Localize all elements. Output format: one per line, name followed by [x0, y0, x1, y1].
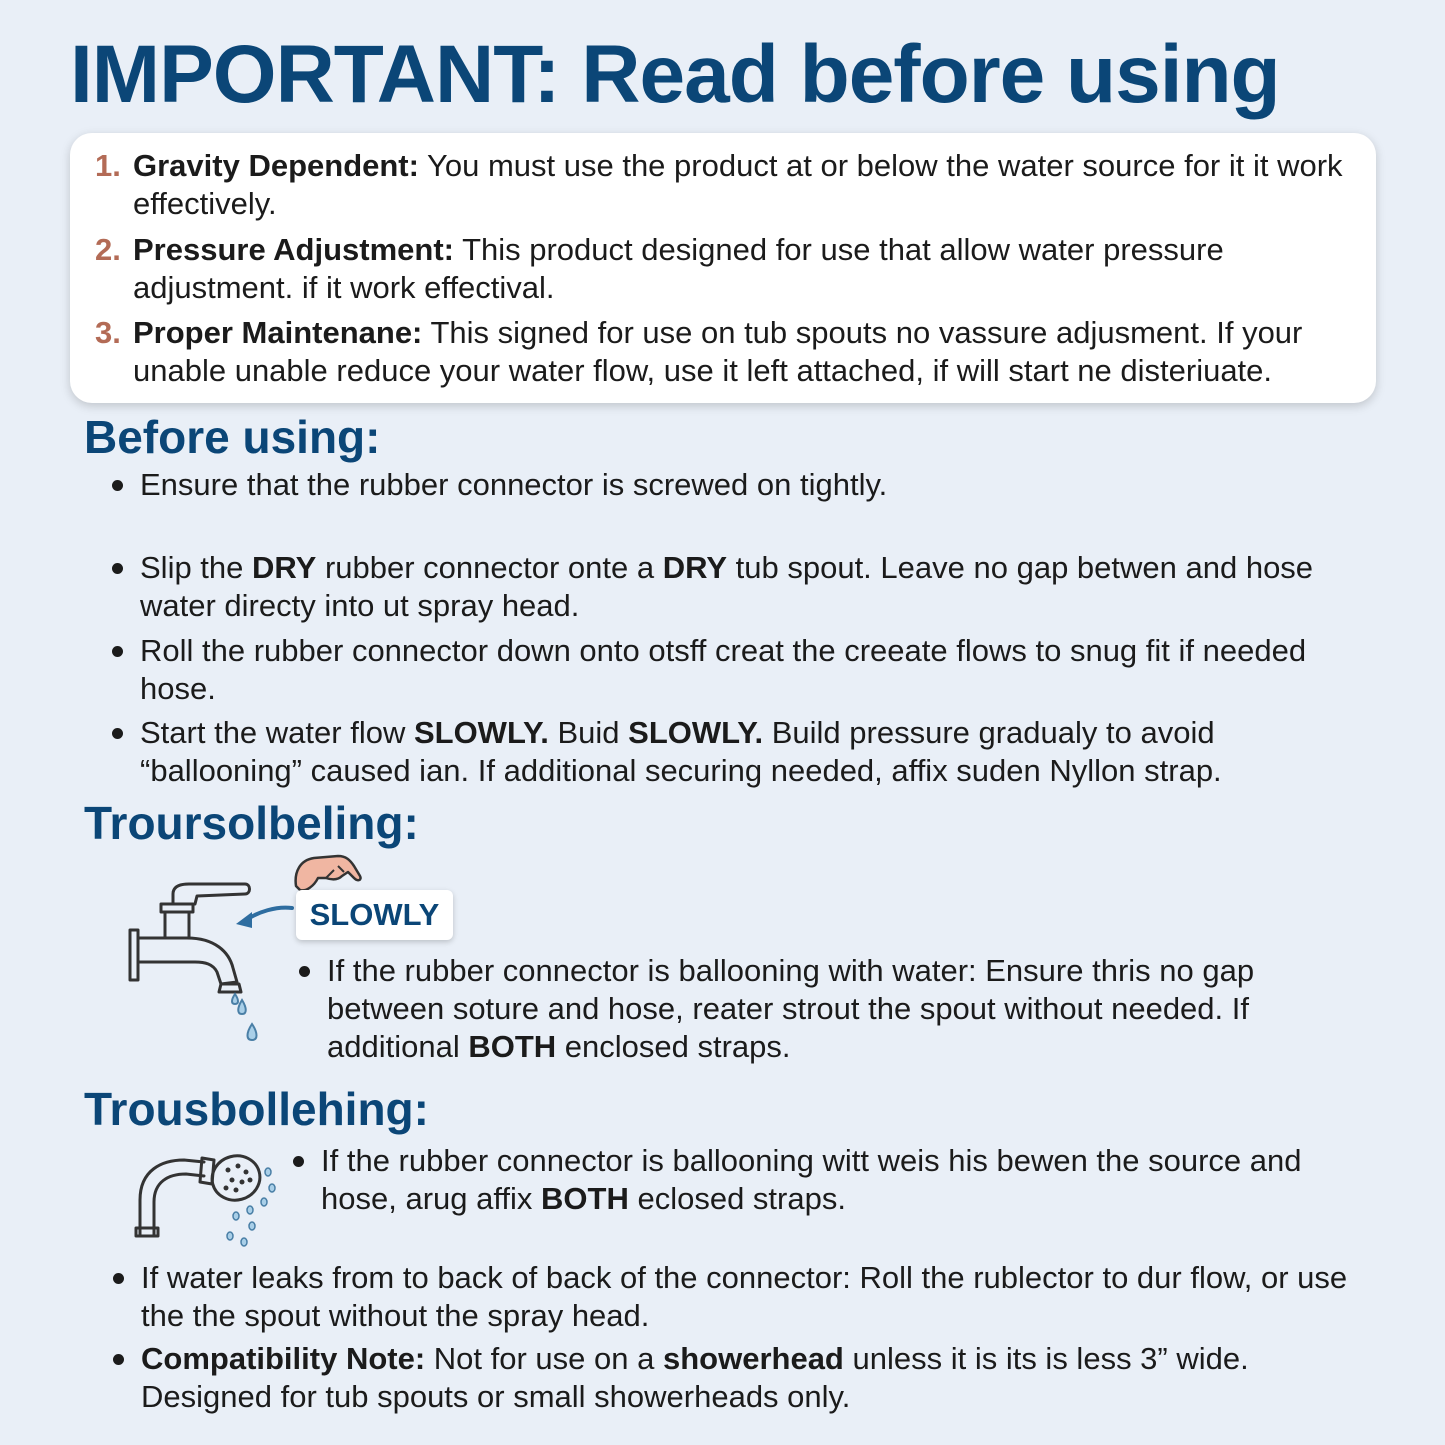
- page-title: IMPORTANT: Read before using: [70, 29, 1280, 120]
- important-item-gravity: [95, 147, 1370, 223]
- item-text: This product designed for use that allow water pressure adjustment. if it work effectival.: [133, 232, 1224, 305]
- before-using-heading: Before using:: [84, 411, 381, 463]
- item-label: Proper Maintenane:: [133, 315, 423, 350]
- trouble2-bullet-1: [291, 1142, 1361, 1218]
- emphasis: DRY: [662, 550, 728, 585]
- trouble2-bullet-2: If water leaks from to back of back of the connector: Roll the rublector to dur flow, or use the the spout without the spray head.: [111, 1259, 1361, 1335]
- text: If the rubber connector is ballooning with water: Ensure thris no gap between soture and hose, reater strout the spout without needed. If additional: [327, 953, 1255, 1064]
- before-bullet-4: [110, 714, 1360, 790]
- item-label: Gravity Dependent:: [133, 148, 419, 183]
- item-number: 1.: [95, 148, 121, 183]
- important-card: [70, 133, 1376, 403]
- emphasis: showerhead: [662, 1341, 844, 1376]
- item-number: 3.: [95, 315, 121, 350]
- text: enclosed straps.: [556, 1029, 791, 1064]
- text: Build pressure gradualy to avoid “ballooning” caused ian. If additional securing needed, affix suden Nyllon strap.: [140, 715, 1222, 788]
- text: tub spout. Leave no gap betwen and hose water directy into ut spray head.: [140, 550, 1314, 623]
- text: Buid: [548, 715, 629, 750]
- important-item-pressure: [95, 231, 1370, 307]
- troubleshooting-heading-1: Troursolbeling:: [84, 797, 419, 849]
- item-label: Pressure Adjustment:: [133, 232, 454, 267]
- item-text: This signed for use on tub spouts no vassure adjusment. If your unable unable reduce your water flow, use it left attached, if will start ne disteriuate.: [133, 315, 1303, 388]
- text: If the rubber connector is ballooning witt weis his bewen the source and hose, arug affix: [321, 1143, 1302, 1216]
- item-number: 2.: [95, 232, 121, 267]
- faucet-icon: [125, 872, 270, 1052]
- troubleshooting-heading-2: Trousbollehing:: [84, 1083, 429, 1135]
- before-bullet-2: [110, 549, 1360, 625]
- showerhead-icon: [132, 1150, 282, 1250]
- before-bullet-1: Ensure that the rubber connector is screwed on tightly.: [110, 466, 1360, 504]
- text: unless it is its is less 3” wide. Designed for tub spouts or small showerheads only.: [141, 1341, 1249, 1414]
- slowly-badge: SLOWLY: [296, 890, 453, 940]
- text: Not for use on a: [425, 1341, 663, 1376]
- trouble1-bullet-1: [297, 952, 1357, 1066]
- item-text: You must use the product at or below the water source for it it work effectively.: [133, 148, 1343, 221]
- emphasis: BOTH: [541, 1181, 629, 1216]
- note-label: Compatibility Note:: [141, 1341, 426, 1376]
- compatibility-note: [111, 1340, 1361, 1416]
- emphasis: SLOWLY.: [628, 715, 764, 750]
- before-bullet-3: Roll the rubber connector down onto otsff creat the creeate flows to snug fit if needed hose.: [110, 632, 1360, 708]
- text: Slip the: [140, 550, 253, 585]
- arrow-icon: [232, 902, 296, 932]
- text: rubber connector onte a: [316, 550, 663, 585]
- emphasis: BOTH: [468, 1029, 557, 1064]
- text: eclosed straps.: [628, 1181, 846, 1216]
- important-item-maintenance: [95, 314, 1370, 390]
- emphasis: SLOWLY.: [413, 715, 549, 750]
- text: Start the water flow: [140, 715, 414, 750]
- emphasis: DRY: [252, 550, 317, 585]
